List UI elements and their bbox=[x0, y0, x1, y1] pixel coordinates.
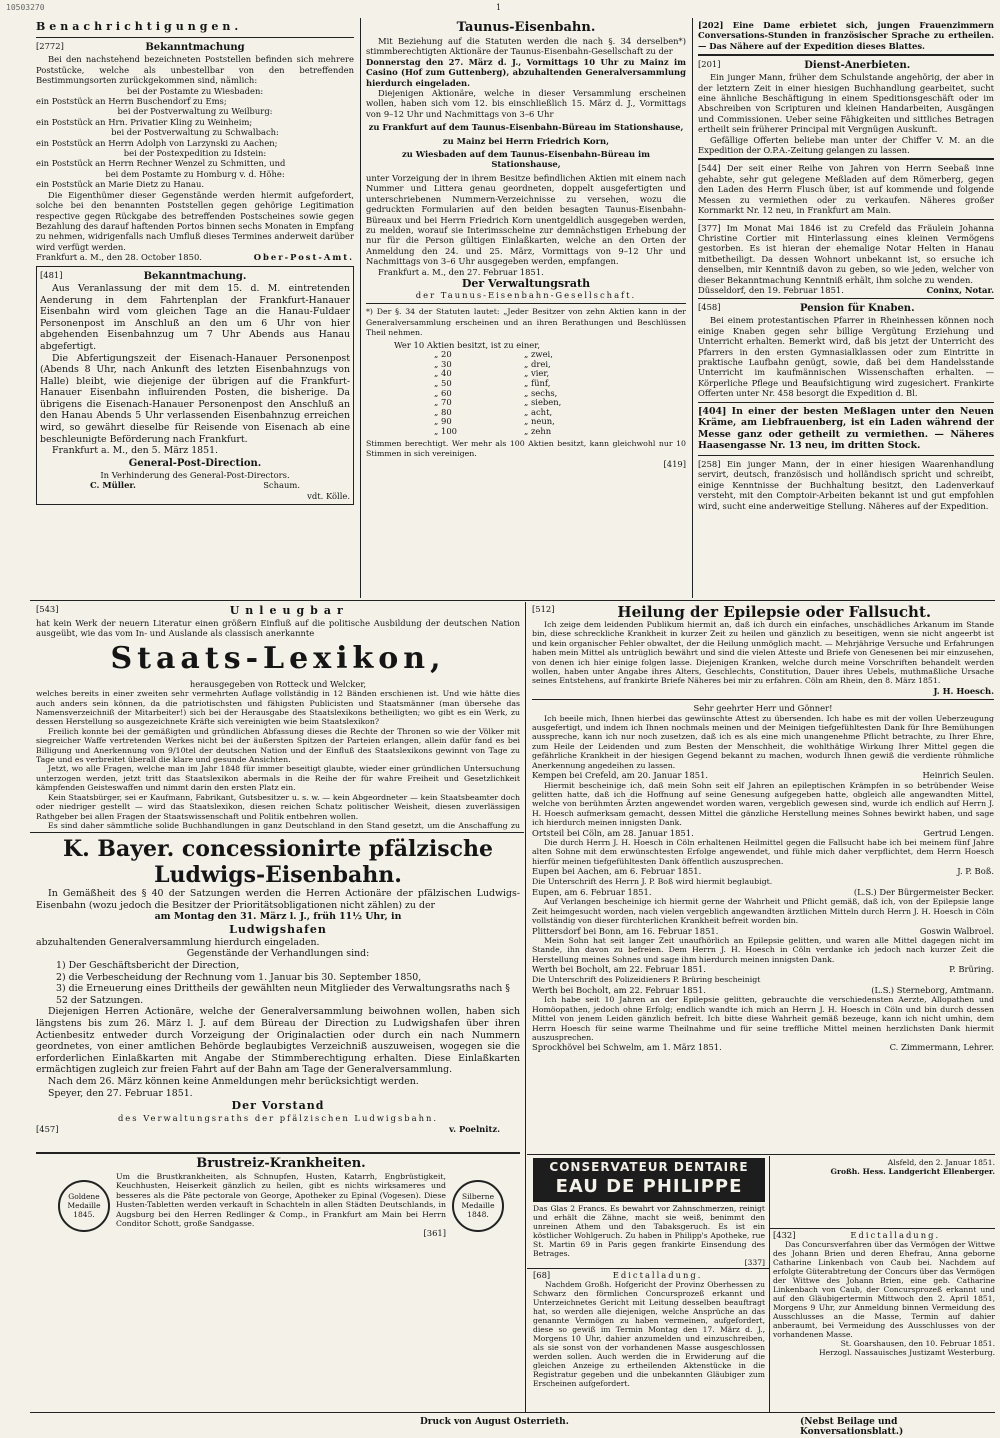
letter-place: Werth bei Bocholt, am 22. Februar 1851. bbox=[532, 964, 706, 975]
ad-location: zu Frankfurt auf dem Taunus-Eisenbahn-Büreau im Stationshause, bbox=[368, 122, 684, 133]
list-item: 3) die Erneuerung eines Drittheils der gewählten neun Mitglieder des Verwaltungsraths nach § 52 der Satzungen. bbox=[56, 983, 510, 1006]
letter-signature: P. Brüring. bbox=[949, 964, 994, 975]
list-item: 1) Der Geschäftsbericht der Direction, bbox=[56, 959, 240, 971]
ad-paragraph: Donnerstag den 27. März d. J., Vormittags 10 Uhr zu Mainz im Casino (Hof zum Guttenberg), abzuhaltenden Generalversammlung hierdurch eingeladen. bbox=[366, 56, 686, 88]
ad-paragraph: Nachdem Großh. Hofgericht der Provinz Oberhessen zu Schwarz den förmlichen Concursprozeß erkannt und Unterzeichnetes Gericht mit Leitung desselben beauftragt hat, so werden alle diejenigen, welche Ansprüche an das genannte Vermögen zu haben vermeinen, aufgefordert, diese so gewiß im Termin Montag den 17. März d. J., Morgens 10 Uhr, dahier anzumelden und einzuschreiben, als sie sonst von der vorhandenen Masse ausgeschlossen werden sollen. Auch werden die in Erwiderung auf die gleichen Anzeige zu ertheilenden Aktenstücke in die Registratur gegeben und die unbekannten Gläubiger zum Erscheinen aufgefordert. bbox=[533, 1280, 765, 1389]
table-row: „ 100 „ zehn bbox=[434, 425, 552, 436]
list-item: ein Poststück an Herrn Buschendorf zu Ems; bbox=[36, 96, 227, 107]
table-row: „ 50 „ fünf, bbox=[434, 377, 551, 388]
notice-body: Die Eigenthümer dieser Gegenstände werden hiermit aufgefordert, solche bei den benannten Poststellen gegen gehörige Legitimation respective gegen Rückgabe des betreffenden Postscheines sowie gegen Bezahlung des darauf haftenden Portos binnen sechs Monaten in Empfang zu nehmen, widrigenfalls nach Umfluß dieses Termines anderweit darüber wird verfügt werden. bbox=[36, 189, 354, 252]
ad-paragraph: Bei einem protestantischen Pfarrer in Rheinhessen können noch einige Knaben gegen sehr billige Vergütung Erziehung und Unterricht erhalten. Bemerkt wird, daß bis jetzt der Unterricht des Pfarrers in den ersten Gymnasialklassen oder zum Eintritte in praktische Laufbahn genügt, sowie, daß bei dem Handelsstande Unterricht im kaufmännischen Wissenschaften erhalten. — Körperliche Pflege und Beaufsichtigung wird zugesichert. Frankirte Offerten unter Nr. 458 besorgt die Expedition d. Bl. bbox=[698, 315, 994, 399]
list-item: bei der Postexpedition zu Idstein: bbox=[123, 148, 267, 159]
column-rule-2 bbox=[692, 18, 693, 598]
ad-brustreiz bbox=[116, 1156, 446, 1246]
table-row: „ 60 „ sechs, bbox=[434, 387, 558, 398]
ad-big-title: K. Bayer. concessionirte pfälzische Ludwigs-Eisenbahn. bbox=[62, 836, 494, 888]
column-header: Benachrichtigungen. bbox=[36, 20, 243, 33]
column-rule-1 bbox=[360, 18, 361, 598]
list-item: ein Poststück an Marie Dietz zu Hanau. bbox=[36, 179, 205, 190]
ad-paragraph: abzuhaltenden Generalversammlung hierdurch eingeladen. bbox=[36, 936, 320, 948]
imprint: Druck von August Osterrieth. bbox=[420, 1417, 569, 1427]
ad-number: [512] bbox=[532, 604, 555, 614]
ad-laden: [404] In einer der besten Meßlagen unter den Neuen Kräme, am Liebfrauenberg, ist ein Laden während der Messe ganz oder getheilt zu vermiethen. — Näheres Haasengasse Nr. 13 neu, im dritten Stock. bbox=[698, 405, 994, 452]
ad-ludwigsbahn bbox=[36, 836, 520, 1148]
table-row: „ 70 „ sieben, bbox=[434, 397, 562, 408]
notice-number: [481] bbox=[40, 269, 63, 280]
page-number: 1 bbox=[496, 3, 502, 12]
ad-conservateur bbox=[533, 1204, 765, 1266]
table-row: „ 40 „ vier, bbox=[434, 368, 550, 379]
ad-number: [201] bbox=[698, 59, 721, 70]
list-item: 2) die Verbescheidung der Rechnung vom 1. Januar bis 30. September 1850, bbox=[56, 971, 422, 983]
notice-number: [2772] bbox=[36, 41, 64, 51]
ad-epilepsie bbox=[532, 604, 994, 1152]
ad-paragraph: Es sind daher sämmtliche solide Buchhandlungen in ganz Deutschland in den Stand gesetzt, um die Anschaffung zu bbox=[48, 820, 520, 830]
column-right bbox=[698, 20, 994, 598]
signatory-name: v. Poelnitz. bbox=[449, 1123, 500, 1134]
ad-stellung: [258] Ein junger Mann, der in einer hiesigen Waarenhandlung servirt, deutsch, französisch und holländisch spricht und schreibt, einige Kenntnisse der Buchhaltung besitzt, den Ladenverkauf versteht, mit den Comptoir-Arbeiten bekannt ist und gut empfohlen wird, sucht eine anderweitige Stellung. Näheres auf der Expedition. bbox=[698, 458, 994, 511]
notice-signature: General-Post-Direction. bbox=[128, 457, 262, 469]
silver-medal-seal: Silberne Medaille 1848. bbox=[452, 1180, 504, 1232]
ad-paragraph: Mit Beziehung auf die Statuten werden die nach §. 34 derselben*) stimmberechtigten Aktionäre der Taunus-Eisenbahn-Gesellschaft zu der bbox=[366, 36, 686, 57]
list-item: ein Poststück an Herrn Rechner Wenzel zu Schmitten, und bbox=[36, 158, 286, 169]
letter-signature: J. P. Boß. bbox=[957, 866, 994, 877]
ad-number: [543] bbox=[36, 604, 59, 614]
column-middle bbox=[366, 20, 686, 598]
ad-paragraph: Freilich konnte bei der gemäßigten und gründlichen Abfassung dieses die Rechte der Thronen so wie der Völker mit siegreicher Waffe vertretenden Werkes nicht bei der äußersten Spitzen der Parteien erlangen, allein dafür fand es bei Billigung und Anerkennung von 9/10tel der deutschen Nation und der Einfluß des Staatslexikons gewinnt von Tage zu Tage und es verbreitet überall die klare und gesunde Ansichten. bbox=[36, 726, 520, 765]
list-item: bei der Postamte zu Wiesbaden: bbox=[126, 85, 264, 96]
ad-paragraph: unter Vorzeigung der in ihrem Besitze befindlichen Aktien mit einem nach Nummer und Littera genau geordneten, doppelt ausgefertigten und unterschriebenen Nummern-Verzeichnisse zu versehen, wozu die gedruckten Formularien auf den beiden besagten Taunus-Eisenbahn-Büreaux und bei Herrn Friedrich Korn unentgeldlich ausgegeben werden, zu melden, worauf sie Interimsscheine zur demnächstigen Erhebung der nur für die Person gültigen Einlaßkarten, welche an den Orten der Anmeldung den 24. und 25. März, Vormittags von 9–12 Uhr und Nachmittags von 3–6 Uhr ausgegeben werden, empfangen. bbox=[366, 172, 686, 267]
conservateur-logo bbox=[533, 1158, 765, 1202]
table-row: „ 30 „ drei, bbox=[434, 358, 551, 369]
ad-paragraph: Diejenigen Aktionäre, welche in dieser Versammlung erscheinen wollen, haben sich vom 12. bis einschließlich 15. März d. J., Vormittags von 9–12 Uhr und Nachmittags von 3–6 Uhr bbox=[366, 88, 686, 119]
ad-paragraph: Diejenigen Herren Actionäre, welche der Generalversammlung beiwohnen wollen, haben sich längstens bis zum 26. März l. J. auf dem Büreau der Direction zu Ludwigshafen über ihren Actienbesitz entweder durch Vorzeigung der Originalactien oder durch ein nach Nummern geordnetes, von einer amtlichen Behörde beglaubigtes Verzeichniß auszuweisen, wogegen sie die erforderlichen Einlaßkarten mit Angabe der Stimmberechtigung erhalten. Diese Einlaßkarten ermächtigen zugleich zur freien Fahrt auf der Bahn am Tage der Generalversammlung. bbox=[36, 1006, 520, 1076]
letter-signature: C. Zimmermann, Lehrer. bbox=[889, 1042, 994, 1053]
letter-body: Hiermit bescheinige ich, daß mein Sohn seit elf Jahren an epileptischen Krämpfen in so betrübender Weise gelitten hatte, daß ich die Hoffnung auf seine Genesung aufgegeben hatte, obgleich alle angewandten Mittel, welche von berühmten Ärzten angewendet worden waren, vergeblich gewesen sind, wurde ich endlich auf Herrn J. H. Hoesch aufmerksam gemacht, dessen Mittel die gänzliche Herstellung meines Sohnes bewirkt haben, und sage ich hierdurch meinen innigsten Dank. bbox=[532, 780, 994, 828]
notice-date: Frankfurt a. M., den 5. März 1851. bbox=[52, 445, 219, 457]
footnote: *) Der §. 34 der Statuten lautet: „Jeder Besitzer von zehn Aktien kann in der Generalversammlung erscheinen und an ihren Berathungen und Beschlüssen Theil nehmen. bbox=[366, 307, 686, 338]
ad-city: Ludwigshafen bbox=[229, 922, 327, 936]
section-rule bbox=[30, 600, 995, 601]
table-row: „ 90 „ neun, bbox=[434, 416, 555, 427]
ad-title: Heilung der Epilepsie oder Fallsucht. bbox=[617, 604, 932, 621]
letter-place: Werth bei Bocholt, am 22. Februar 1851. bbox=[532, 985, 706, 996]
letter-signature: (L.S.) Sterneborg, Amtmann. bbox=[871, 985, 994, 996]
ad-title: Edictalladung. bbox=[612, 1270, 703, 1280]
letter-place: Eupen bei Aachen, am 6. Februar 1851. bbox=[532, 866, 702, 877]
ad-signature: Großh. Hess. Landgericht Ellenberger. bbox=[830, 1167, 995, 1176]
ad-title: Brustreiz-Krankheiten. bbox=[196, 1156, 366, 1171]
letter-place: Plittersdorf bei Bonn, am 16. Februar 1851. bbox=[532, 925, 719, 936]
ad-title: Pension für Knaben. bbox=[799, 303, 915, 315]
letter-place: Sprockhövel bei Schwelm, am 1. März 1851. bbox=[532, 1042, 722, 1053]
ad-intro: hat kein Werk der neuern Literatur einen größern Einfluß auf die politische Ausbildung der deutschen Nation ausgeübt, wie das vom In- und Auslande als classisch anerkannte bbox=[36, 618, 520, 639]
ad-title: Dienst-Anerbieten. bbox=[804, 60, 911, 72]
ad-paragraph: Jetzt, wo alle Fragen, welche man im Jahr 1848 für immer beseitigt glaubte, wieder einer gründlichen Untersuchung unterzogen werden, jetzt tritt das Staatslexikon abermals in die Reihe der für wahre Freiheit und Gesetzlichkeit kämpfenden Geisteswaffen und nimmt darin den ersten Platz ein. bbox=[36, 764, 520, 793]
ad-edictalladung-2 bbox=[773, 1230, 995, 1412]
ad-number: [432] bbox=[773, 1230, 796, 1240]
ad-signature: Coninx, Notar. bbox=[926, 284, 994, 295]
letter-place: Ortsteil bei Cöln, am 28. Januar 1851. bbox=[532, 827, 694, 838]
ad-title: Edictalladung. bbox=[850, 1230, 941, 1240]
ad-paragraph: Nach dem 26. März können keine Anmeldungen mehr berücksichtigt werden. bbox=[48, 1075, 419, 1087]
ad-erbschaft: [377] Im Monat Mai 1846 ist zu Crefeld das Fräulein Johanna Christine Cortier mit Hinterlassung eines kleinen Vermögens gestorben. Es ist hieran der ehemalige Notar Helten in Hanau mitbetheiligt. Da dessen Wohnort unbekannt ist, so ersuche ich denselben, mir Kenntniß davon zu geben, so wie jeden, welcher von dieser Bekanntmachung Kenntniß erhält, ihm solche zu wenden. bbox=[698, 222, 994, 285]
letter-place: Kempen bei Crefeld, am 20. Januar 1851. bbox=[532, 770, 709, 781]
letter-signature: Heinrich Seulen. bbox=[922, 770, 994, 781]
notice-post-direction bbox=[36, 266, 354, 506]
ad-paragraph: Um die Brustkrankheiten, als Schnupfen, Husten, Katarrh, Engbrüstigkeit, Keuchhusten, Heiserkeit gänzlich zu heilen, gibt es nichts wirksameres und besseres als die Pâte pectorale von George, Apotheker zu Epinal (Vogesen). Diese Husten-Tabletten werden verkauft in Schachteln in allen Städten Deutschlands, in Augsburg bei den Herren Redlinger & Comp., in Frankfurt am Main bei Herrn Conditor Schott, große Sandgasse. bbox=[116, 1172, 446, 1229]
ad-number: [337] bbox=[744, 1258, 765, 1266]
letter-salutation: Sehr geehrter Herr und Gönner! bbox=[693, 703, 833, 714]
ad-paragraph: In Gemäßheit des § 40 der Satzungen werden die Herren Actionäre der pfälzischen Ludwigs-Eisenbahn (wozu jedoch die Besitzer der Prioritätsobligationen nicht zählen) zu der bbox=[36, 888, 520, 911]
letter-signature: Gertrud Lengen. bbox=[923, 827, 994, 838]
letter-body: Mein Sohn hat seit langer Zeit unaufhörlich an Epilepsie gelitten, und waren alle Mittel dagegen nicht im Stande, ihn davon zu befreien. Dem Herrn J. H. Hoesch in Cöln verdanke ich jedoch nach kurzer Zeit die Herstellung meines Sohnes und sage ihm hierdurch meinen innigsten Dank. bbox=[532, 936, 994, 964]
signatory-name: vdt. Kölle. bbox=[307, 490, 350, 501]
notice-postal bbox=[36, 41, 354, 263]
vote-table bbox=[394, 341, 686, 437]
notice-title: Bekanntmachung bbox=[145, 42, 245, 54]
table-row: Wer 10 Aktien besitzt, ist zu einer, bbox=[394, 339, 541, 350]
letter-body: Die durch Herrn J. H. Hoesch in Cöln erhaltenen Heilmittel gegen die Fallsucht habe ich bei meinem fünf Jahre alten Sohne mit dem erwünschtesten Erfolge angewendet, und fühle mich daher verpflichtet, dem Herrn Hoesch hierfür meinen tiefgefühltesten Dank öffentlich auszusprechen. bbox=[532, 837, 994, 866]
list-item: bei der Postverwaltung zu Weilburg: bbox=[117, 106, 273, 117]
ad-paragraph: Kein Staatsbürger, sei er Kaufmann, Fabrikant, Gutsbesitzer u. s. w. — kein Abgeordneter — kein Staatsbeamter doch oder niedriger gestellt — wird das Staatslexikon, diesen reichen Schatz politischer Weisheit, diesen zuverlässigen Rathgeber bei allen Fragen der Staatswissenschaft und Politik entbehren wollen. bbox=[36, 792, 520, 821]
letter-place: Eupen, am 6. Februar 1851. bbox=[532, 886, 652, 897]
letter-body: Die Unterschrift des Herrn J. P. Boß wird hiermit beglaubigt. bbox=[532, 876, 773, 886]
ad-location: zu Mainz bei Herrn Friedrich Korn, bbox=[442, 135, 610, 146]
notice-paragraph: Aus Veranlassung der mit dem 15. d. M. eintretenden Aenderung in dem Fahrtenplan der Frankfurt-Hanauer Eisenbahn wird vom gleichen Tage an die Hanau-Fuldaer Personenpost im Anschluß an den um 6 Uhr von hier abgehenden Eisenbahnzug um 7 Uhr Abends aus Hanau abgefertigt. bbox=[40, 282, 350, 352]
letter-signature: (L.S.) Der Bürgermeister Becker. bbox=[853, 886, 994, 897]
list-item: bei der Postverwaltung zu Schwalbach: bbox=[111, 127, 279, 138]
ad-paragraph: Gefällige Offerten beliebe man unter der Chiffer V. M. an die Expedition der O.P.A.-Zeitung gelangen zu lassen. bbox=[698, 134, 994, 156]
ad-edictalladung-1 bbox=[533, 1270, 765, 1410]
ad-signature-sub: des Verwaltungsraths der pfälzischen Ludwigsbahn. bbox=[117, 1113, 439, 1124]
notice-date: Frankfurt a. M., den 28. October 1850. bbox=[36, 252, 202, 263]
ad-edict1-end bbox=[773, 1158, 995, 1226]
ad-number: [457] bbox=[36, 1123, 59, 1134]
page-id: 10503270 bbox=[6, 3, 45, 12]
ad-paragraph: welches bereits in einer zweiten sehr vermehrten Auflage vollständig in 12 Bänden erschienen ist. Und wie hätte dies auch anders sein können, da die patriotischsten und fähigsten Publicisten und Staatsmänner (man übersehe das Namensverzeichniß der Mitarbeiter!) sich bei der Herausgabe des Staatslexikons betheiligten; wo gibt es ein Werk, zu dessen Herstellung so ausgezeichnete Kräfte sich vereinigten wie beim Staatslexikon? bbox=[36, 689, 520, 727]
column-rule-3 bbox=[525, 602, 526, 1412]
ad-number: [419] bbox=[663, 459, 686, 470]
letter-body: Ich beeile mich, Ihnen hierbei das gewünschte Attest zu übersenden. Ich habe es mit der vollen Ueberzeugung ausgefertigt, und indem ich Ihnen nochmals meinen und der Meinigen tiefgefühltesten Dank für Ihre Bemühungen ausspreche, kann ich nur noch zusetzen, daß ich es als eine mich unangenehme Pflicht betrachte, zu Ihrer Ehre, zum Heile der Leidenden und zum Besten der Menschheit, die wohlthätige Wirkung Ihrer Mittel gegen die gefährliche Krankheit in der hiesigen Gegend bekannt zu machen, wodurch Ihnen gewiß die verdiente rühmliche Anerkennung angedeihen zu lassen. bbox=[532, 713, 994, 770]
letter-body: Ich habe seit 10 Jahren an der Epilepsie gelitten, gebrauchte die verschiedensten Aerzte, Allopathen und Homöopathen, jedoch ohne Erfolg; endlich wandte ich mich an Herrn J. H. Hoesch in Cöln und bin durch dessen Mittel von jenem Leiden gänzlich befreit. Ich bitte diese Wahrheit gemäß bezeuge, kann ich nicht umhin, dem Herrn Hoesch für seine warme Theilnahme und für seine treffliche Mittel meinen herzlichsten Dank hiermit auszusprechen. bbox=[532, 995, 994, 1043]
ad-signature: Der Verwaltungsrath bbox=[461, 276, 591, 290]
ad-signature: Der Vorstand bbox=[231, 1099, 325, 1113]
ad-dame: [202] Eine Dame erbietet sich, jungen Frauenzimmern Conversations-Stunden in französischer Sprache zu ertheilen. — Das Nähere auf der Expedition dieses Blattes. bbox=[698, 20, 994, 51]
ad-date-line: am Montag den 31. März l. J., früh 11½ Uhr, in bbox=[154, 911, 402, 923]
letter-body: Auf Verlangen bescheinige ich hiermit gerne der Wahrheit und Pflicht gemäß, daß ich, von der Epilepsie lange Zeit heimgesucht worden, nach vielen vergeblich angewandten ärztlichen Mitteln durch Herrn J. H. Hoesch in Cöln vollständig von dieser fürchterlichen Krankheit befreit worden bin. bbox=[532, 897, 994, 926]
ad-location: zu Wiesbaden auf dem Taunus-Eisenbahn-Büreau im Stationshause, bbox=[401, 149, 651, 170]
ad-paragraph: Das Glas 2 Francs. Es bewahrt vor Zahnschmerzen, reinigt und erhält die Zähne, macht sie weiß, benimmt den unreinen Athem und den Tabaksgeruch. Es ist ein köstlicher Wohlgeruch. Zu haben in Philipp's Apotheke, rue St. Martin 69 in Paris gegen frankirte Einsendung des Betrages. bbox=[533, 1204, 765, 1258]
ad-signature-sub: der Taunus-Eisenbahn-Gesellschaft. bbox=[415, 289, 637, 300]
ad-big-title: Staats-Lexikon, bbox=[110, 640, 446, 676]
ad-date: St. Goarshausen, den 10. Februar 1851. bbox=[840, 1339, 995, 1349]
notice-paragraph: Die Abfertigungszeit der Eisenach-Hanauer Personenpost (Abends 8 Uhr, nach Ankunft des letzten Eisenbahnzugs von Halle) bleibt, wie diejenige der übrigen auf die Frankfurt-Hanauer Eisenbahn influirenden Posten, die bisherige. Da übrigens die Eisenach-Hanauer Personenpost den Anschluß an den Hanau Abends 5 Uhr verlassenden Eisenbahnzug erreichen wird, so gewährt dieselbe für Reisende von Eisenach ab eine beschleunigte Beförderung nach Frankfurt. bbox=[40, 352, 350, 445]
ad-date: Frankfurt a. M., den 27. Februar 1851. bbox=[378, 266, 544, 277]
footnote-end: Stimmen berechtigt. Wer mehr als 100 Aktien besitzt, kann gleichwohl nur 10 Stimmen in sich vereinigen. bbox=[366, 438, 686, 458]
ad-paragraph: Gegenstände der Verhandlungen sind: bbox=[186, 948, 370, 960]
ad-signature: Herzogl. Nassauisches Justizamt Westerburg. bbox=[818, 1348, 995, 1358]
logo-line: EAU DE PHILIPPE bbox=[555, 1176, 743, 1197]
logo-line: CONSERVATEUR DENTAIRE bbox=[549, 1160, 749, 1174]
ad-signature: J. H. Hoesch. bbox=[933, 685, 994, 696]
table-row: „ 20 „ zwei, bbox=[434, 349, 553, 360]
ad-date: Speyer, den 27. Februar 1851. bbox=[48, 1087, 193, 1099]
ad-date: Alsfeld, den 2. Januar 1851. bbox=[887, 1158, 995, 1167]
ad-title: Taunus-Eisenbahn. bbox=[456, 20, 596, 35]
ad-date: Düsseldorf, den 19. Februar 1851. bbox=[698, 284, 844, 295]
list-item: bei dem Postamte zu Homburg v. d. Höhe: bbox=[105, 168, 285, 179]
ad-staatslexikon bbox=[36, 604, 520, 830]
ad-paragraph: Das Concursverfahren über das Vermögen der Wittwe des Johann Brien und deren Ehefrau, Anna geborne Catharine Linkenbach von Caub bei. Nachdem auf erfolgte Güterabtretung der Concurs über das Vermögen der Wittwe des Johann Brien, eine geb. Catharine Linkenbach von Caub, der Concursprozeß erkannt und auf den Gläubigertermin Mittwoch den 2. April 1851, Morgens 9 Uhr, zur Anmeldung binnen Vermeidung des Ausschlusses an die Masse, Termin auf dahier anberaumt, bei Vermeidung des Ausschlusses von der vorhandenen Masse. bbox=[773, 1240, 995, 1340]
notice-sub: In Verhinderung des General-Post-Directors. bbox=[100, 469, 290, 480]
notice-title: Bekanntmachung. bbox=[143, 270, 247, 282]
ad-editors: herausgegeben von Rotteck und Welcker, bbox=[189, 678, 367, 689]
table-row: „ 80 „ acht, bbox=[434, 406, 553, 417]
column-left bbox=[36, 20, 354, 598]
list-item: ein Poststück an Hrn. Privatier Kling zu Weinheim; bbox=[36, 116, 253, 127]
notice-signature: Ober-Post-Amt. bbox=[253, 252, 354, 263]
list-item: ein Poststück an Herrn Adolph von Larzynski zu Aachen; bbox=[36, 137, 278, 148]
ad-messladen: [544] Der seit einer Reihe von Jahren von Herrn Seebaß inne gehabte, sehr gut gelegene Meßladen auf dem Römerberg, gegen den Laden des Herrn Flusch über, ist auf kommende und folgende Messen zu vermiethen oder zu verkaufen. Näheres großer Kornmarkt Nr. 12 neu, in Frankfurt am Main. bbox=[698, 163, 994, 216]
signatory-name: Schaum. bbox=[263, 480, 300, 491]
letter-body: Die Unterschrift des Polizeidieners P. Brüring bescheinigt bbox=[532, 974, 761, 984]
ad-number: [68] bbox=[533, 1270, 551, 1280]
signatory-name: C. Müller. bbox=[90, 480, 136, 491]
notice-intro: Bei den nachstehend bezeichneten Poststellen befinden sich mehrere Poststücke, welche als unbestellbar von den betreffenden Bestimmungsorten zurückgekommen sind, nämlich: bbox=[36, 54, 354, 86]
ad-heading: Unleugbar bbox=[229, 604, 349, 617]
supplement-note: (Nebst Beilage und Konversationsblatt.) bbox=[800, 1417, 904, 1438]
gold-medal-seal: Goldene Medaille 1845. bbox=[58, 1180, 110, 1232]
letter-signature: Goswin Walbroel. bbox=[919, 925, 994, 936]
ad-paragraph: Ein junger Mann, früher dem Schulstande angehörig, der aber in der letztern Zeit in einer hiesigen Buchhandlung gearbeitet, sucht eine ähnliche Beschäftigung in einem Speditionsgeschäft oder im Abschreiben von Scripturen und kleinen Handarbeiten, Ausgängen und Commissionen. Ueber seine Fähigkeiten und sittliches Betragen ertheilt sein früherer Principal mit Vergnügen Auskunft. bbox=[698, 72, 994, 135]
ad-paragraph: Ich zeige dem leidenden Publikum hiermit an, daß ich durch ein einfaches, unschädliches Arkanum im Stande bin, diese schreckliche Krankheit in kurzer Zeit zu heilen und gänzlich zu beseitigen, wenn sie nicht angeerbt ist und kein organischer Fehler obwaltet, der die Heilung unmöglich macht. — Mehrjährige Versuche und Erfahrungen haben mein Mittel als untrüglich bewährt und sind die vielen Atteste und Briefe von Genesenen bei mir einzusehen, von denen ich hier einige folgen lasse. Diejenigen Kranken, welche durch meine Vorschriften behandelt werden wollen, haben unter Angabe ihres Alters, Geschlechts, Constitution, Dauer ihres Uebels, muthmaßliche Ursache seines Entstehens, auf frankirte Briefe Näheres bei mir zu erfahren. Cöln am Rhein, den 8. März 1851. bbox=[532, 620, 994, 686]
ad-number: [458] bbox=[698, 302, 721, 313]
ad-number: [361] bbox=[423, 1228, 446, 1239]
